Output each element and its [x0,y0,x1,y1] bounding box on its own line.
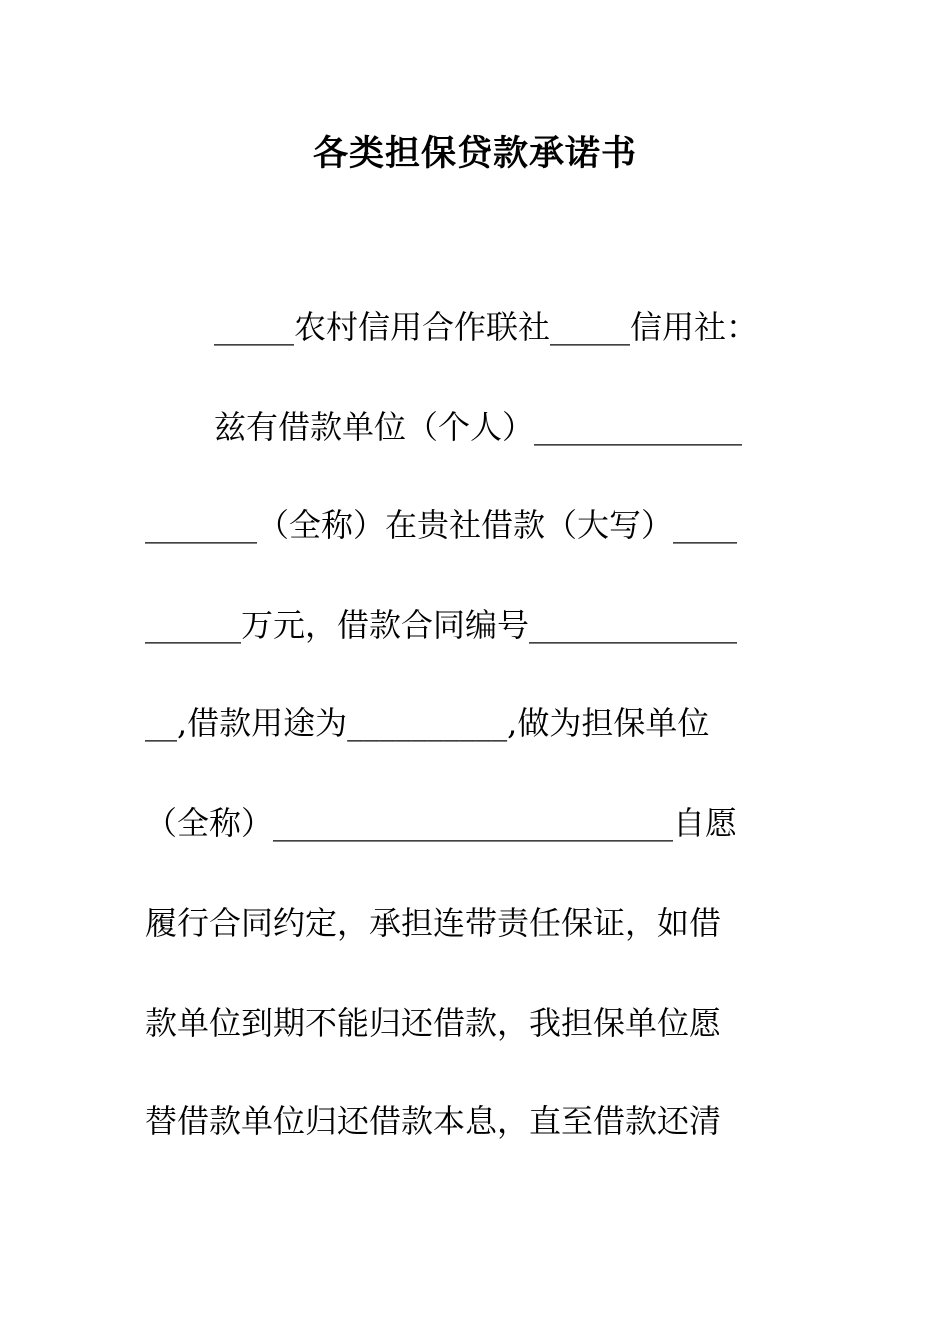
body-line: ______万元，借款合同编号_____________ [145,606,738,644]
body-line: 兹有借款单位（个人）_____________ [214,408,743,446]
body-line: （全称）_________________________自愿 [145,804,738,842]
body-line: __,借款用途为__________,做为担保单位 [145,704,710,742]
addressee-line: _____农村信用合作联社_____信用社： [214,308,759,346]
body-line: 替借款单位归还借款本息，直至借款还清 [145,1102,722,1140]
body-line: 履行合同约定，承担连带责任保证，如借 [145,904,722,942]
body-line: 款单位到期不能归还借款，我担保单位愿 [145,1004,722,1042]
document-title: 各类担保贷款承诺书 [312,133,637,174]
body-line: _______（全称）在贵社借款（大写）____ [145,506,738,544]
